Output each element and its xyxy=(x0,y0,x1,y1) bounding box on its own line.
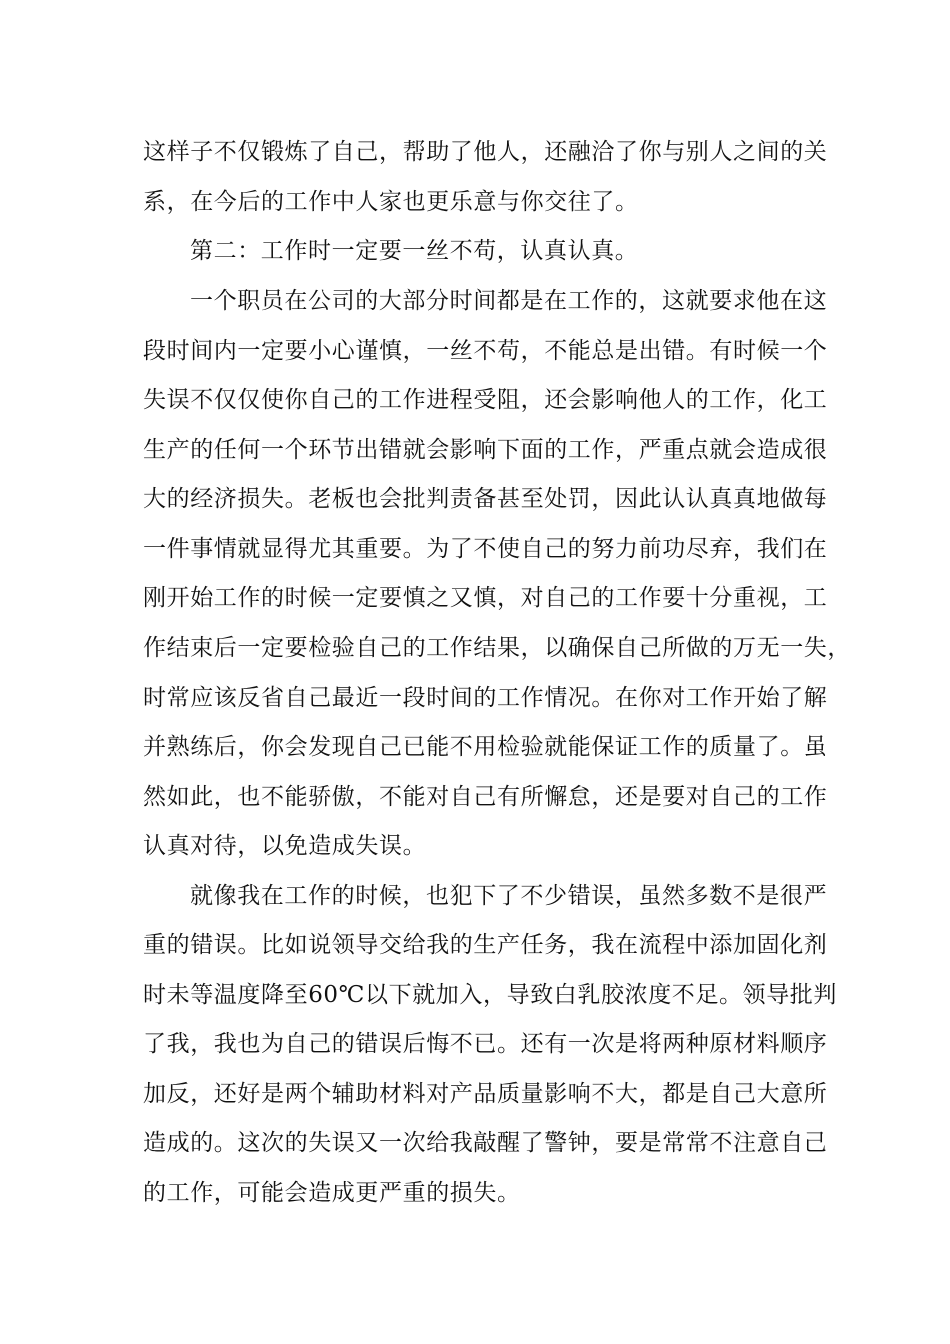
text-line: 一件事情就显得尤其重要。为了不使自己的努力前功尽弃，我们在 xyxy=(143,536,828,562)
text-line: 造成的。这次的失误又一次给我敲醒了警钟，要是常常不注意自己 xyxy=(143,1130,828,1156)
text-line: 认真对待，以免造成失误。 xyxy=(143,833,427,859)
text-line: 的工作，可能会造成更严重的损失。 xyxy=(143,1180,521,1206)
text-line: 失误不仅仅使你自己的工作进程受阻，还会影响他人的工作，化工 xyxy=(143,387,828,413)
text-line: 时未等温度降至60℃以下就加入，导致白乳胶浓度不足。领导批判 xyxy=(143,982,837,1008)
text-line: 刚开始工作的时候一定要慎之又慎，对自己的工作要十分重视，工 xyxy=(143,585,828,611)
text-line: 大的经济损失。老板也会批判责备甚至处罚，因此认认真真地做每 xyxy=(143,486,828,512)
text-line: 一个职员在公司的大部分时间都是在工作的，这就要求他在这 xyxy=(190,288,828,314)
text-line: 重的错误。比如说领导交给我的生产任务，我在流程中添加固化剂 xyxy=(143,932,828,958)
text-line: 这样子不仅锻炼了自己，帮助了他人，还融洽了你与别人之间的关 xyxy=(143,139,828,165)
text-line: 了我，我也为自己的错误后悔不已。还有一次是将两种原材料顺序 xyxy=(143,1031,828,1057)
text-line: 作结束后一定要检验自己的工作结果，以确保自己所做的万无一失， xyxy=(143,635,851,661)
text-line: 然如此，也不能骄傲，不能对自己有所懈怠，还是要对自己的工作 xyxy=(143,784,828,810)
text-line: 生产的任何一个环节出错就会影响下面的工作，严重点就会造成很 xyxy=(143,437,828,463)
text-line: 时常应该反省自己最近一段时间的工作情况。在你对工作开始了解 xyxy=(143,685,828,711)
text-line: 加反，还好是两个辅助材料对产品质量影响不大，都是自己大意所 xyxy=(143,1081,828,1107)
paragraph-heading: 第二：工作时一定要一丝不苟，认真认真。 xyxy=(190,238,639,264)
text-line: 段时间内一定要小心谨慎，一丝不苟，不能总是出错。有时候一个 xyxy=(143,338,828,364)
text-line: 系，在今后的工作中人家也更乐意与你交往了。 xyxy=(143,189,639,215)
text-line: 就像我在工作的时候，也犯下了不少错误，虽然多数不是很严 xyxy=(190,883,828,909)
text-line: 并熟练后，你会发现自己已能不用检验就能保证工作的质量了。虽 xyxy=(143,734,828,760)
